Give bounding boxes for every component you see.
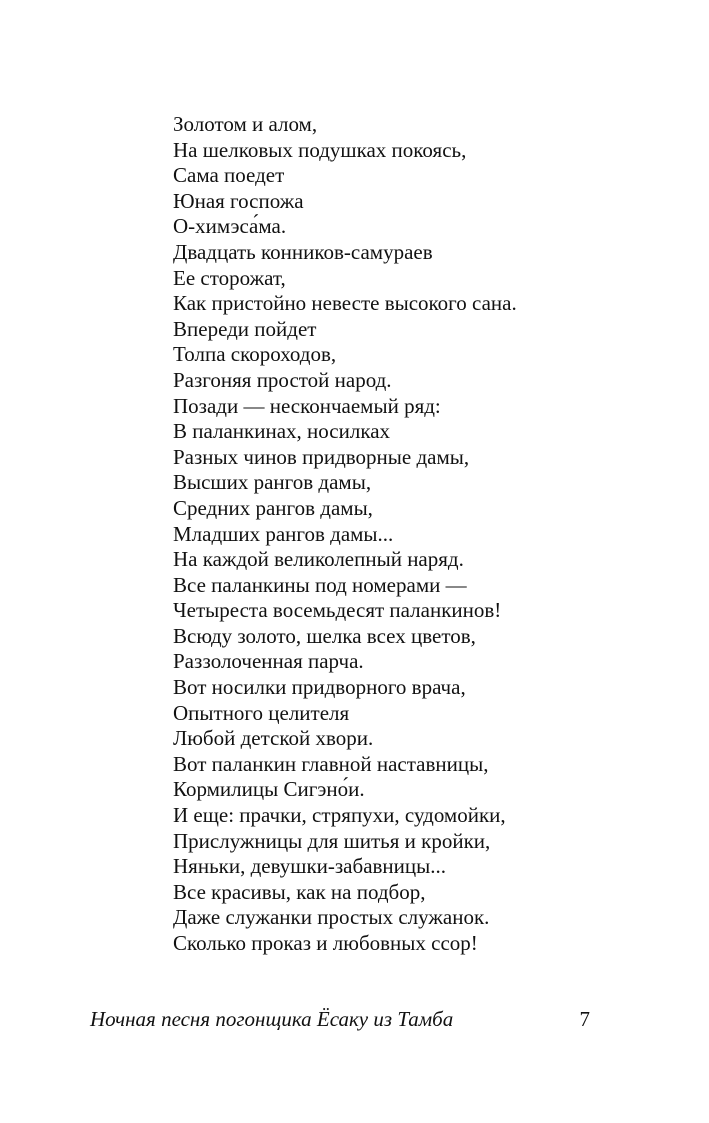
poem-line: Юная госпожа [173, 188, 304, 213]
poem-line: В паланкинах, носилках [173, 419, 391, 444]
poem-line: Двадцать конников-самураев [173, 239, 433, 264]
poem-line: Впереди пойдет [173, 316, 317, 341]
poem-line: Все паланкины под номерами — [173, 572, 467, 597]
poem-line: Позади — нескончаемый ряд: [173, 393, 441, 418]
running-title: Ночная песня погонщика Ёсаку из Тамба [90, 1007, 454, 1031]
poem-text [173, 112, 673, 957]
poem-line: Сколько проказ и любовных ссор! [173, 931, 478, 955]
poem-line: Все красивы, как на подбор, [173, 879, 426, 904]
poem-line: На каждой великолепный наряд. [173, 547, 464, 572]
poem-line: Даже служанки простых служанок. [173, 905, 490, 930]
poem-line: Разгоняя простой народ. [173, 367, 392, 392]
poem-line: На шелковых подушках покоясь, [173, 137, 467, 162]
poem-line: Раззолоченная парча. [173, 649, 364, 674]
poem-line: Как пристойно невесте высокого сана. [173, 291, 517, 316]
poem-line: Кормилицы Сигэно́и. [173, 777, 365, 802]
poem-line: Средних рангов дамы, [173, 495, 373, 520]
poem-line: Няньки, девушки-забавницы... [173, 854, 446, 879]
poem-line: Младших рангов дамы... [173, 521, 394, 546]
poem-line: Золотом и алом, [173, 112, 318, 136]
poem-line: Прислужницы для шитья и кройки, [173, 828, 491, 853]
poem-line: Толпа скороходов, [173, 342, 337, 367]
page-footer [90, 1006, 590, 1032]
poem-line: Разных чинов придворные дамы, [173, 444, 470, 469]
poem-line: Опытного целителя [173, 700, 350, 725]
poem-line: Сама поедет [173, 163, 285, 188]
poem-line: Ее сторожат, [173, 265, 286, 290]
poem-line: Вот носилки придворного врача, [173, 675, 466, 700]
page-number: 7 [579, 1007, 590, 1031]
poem-line: Вот паланкин главной наставницы, [173, 751, 489, 776]
poem-line: Любой детской хвори. [173, 726, 374, 751]
poem-line: И еще: прачки, стряпухи, судомойки, [173, 803, 506, 828]
poem-line: Высших рангов дамы, [173, 470, 372, 495]
poem-line: Всюду золото, шелка всех цветов, [173, 623, 476, 648]
poem-line: Четыреста восемьдесят паланкинов! [173, 598, 502, 623]
poem-line: О-химэса́ма. [173, 214, 287, 239]
